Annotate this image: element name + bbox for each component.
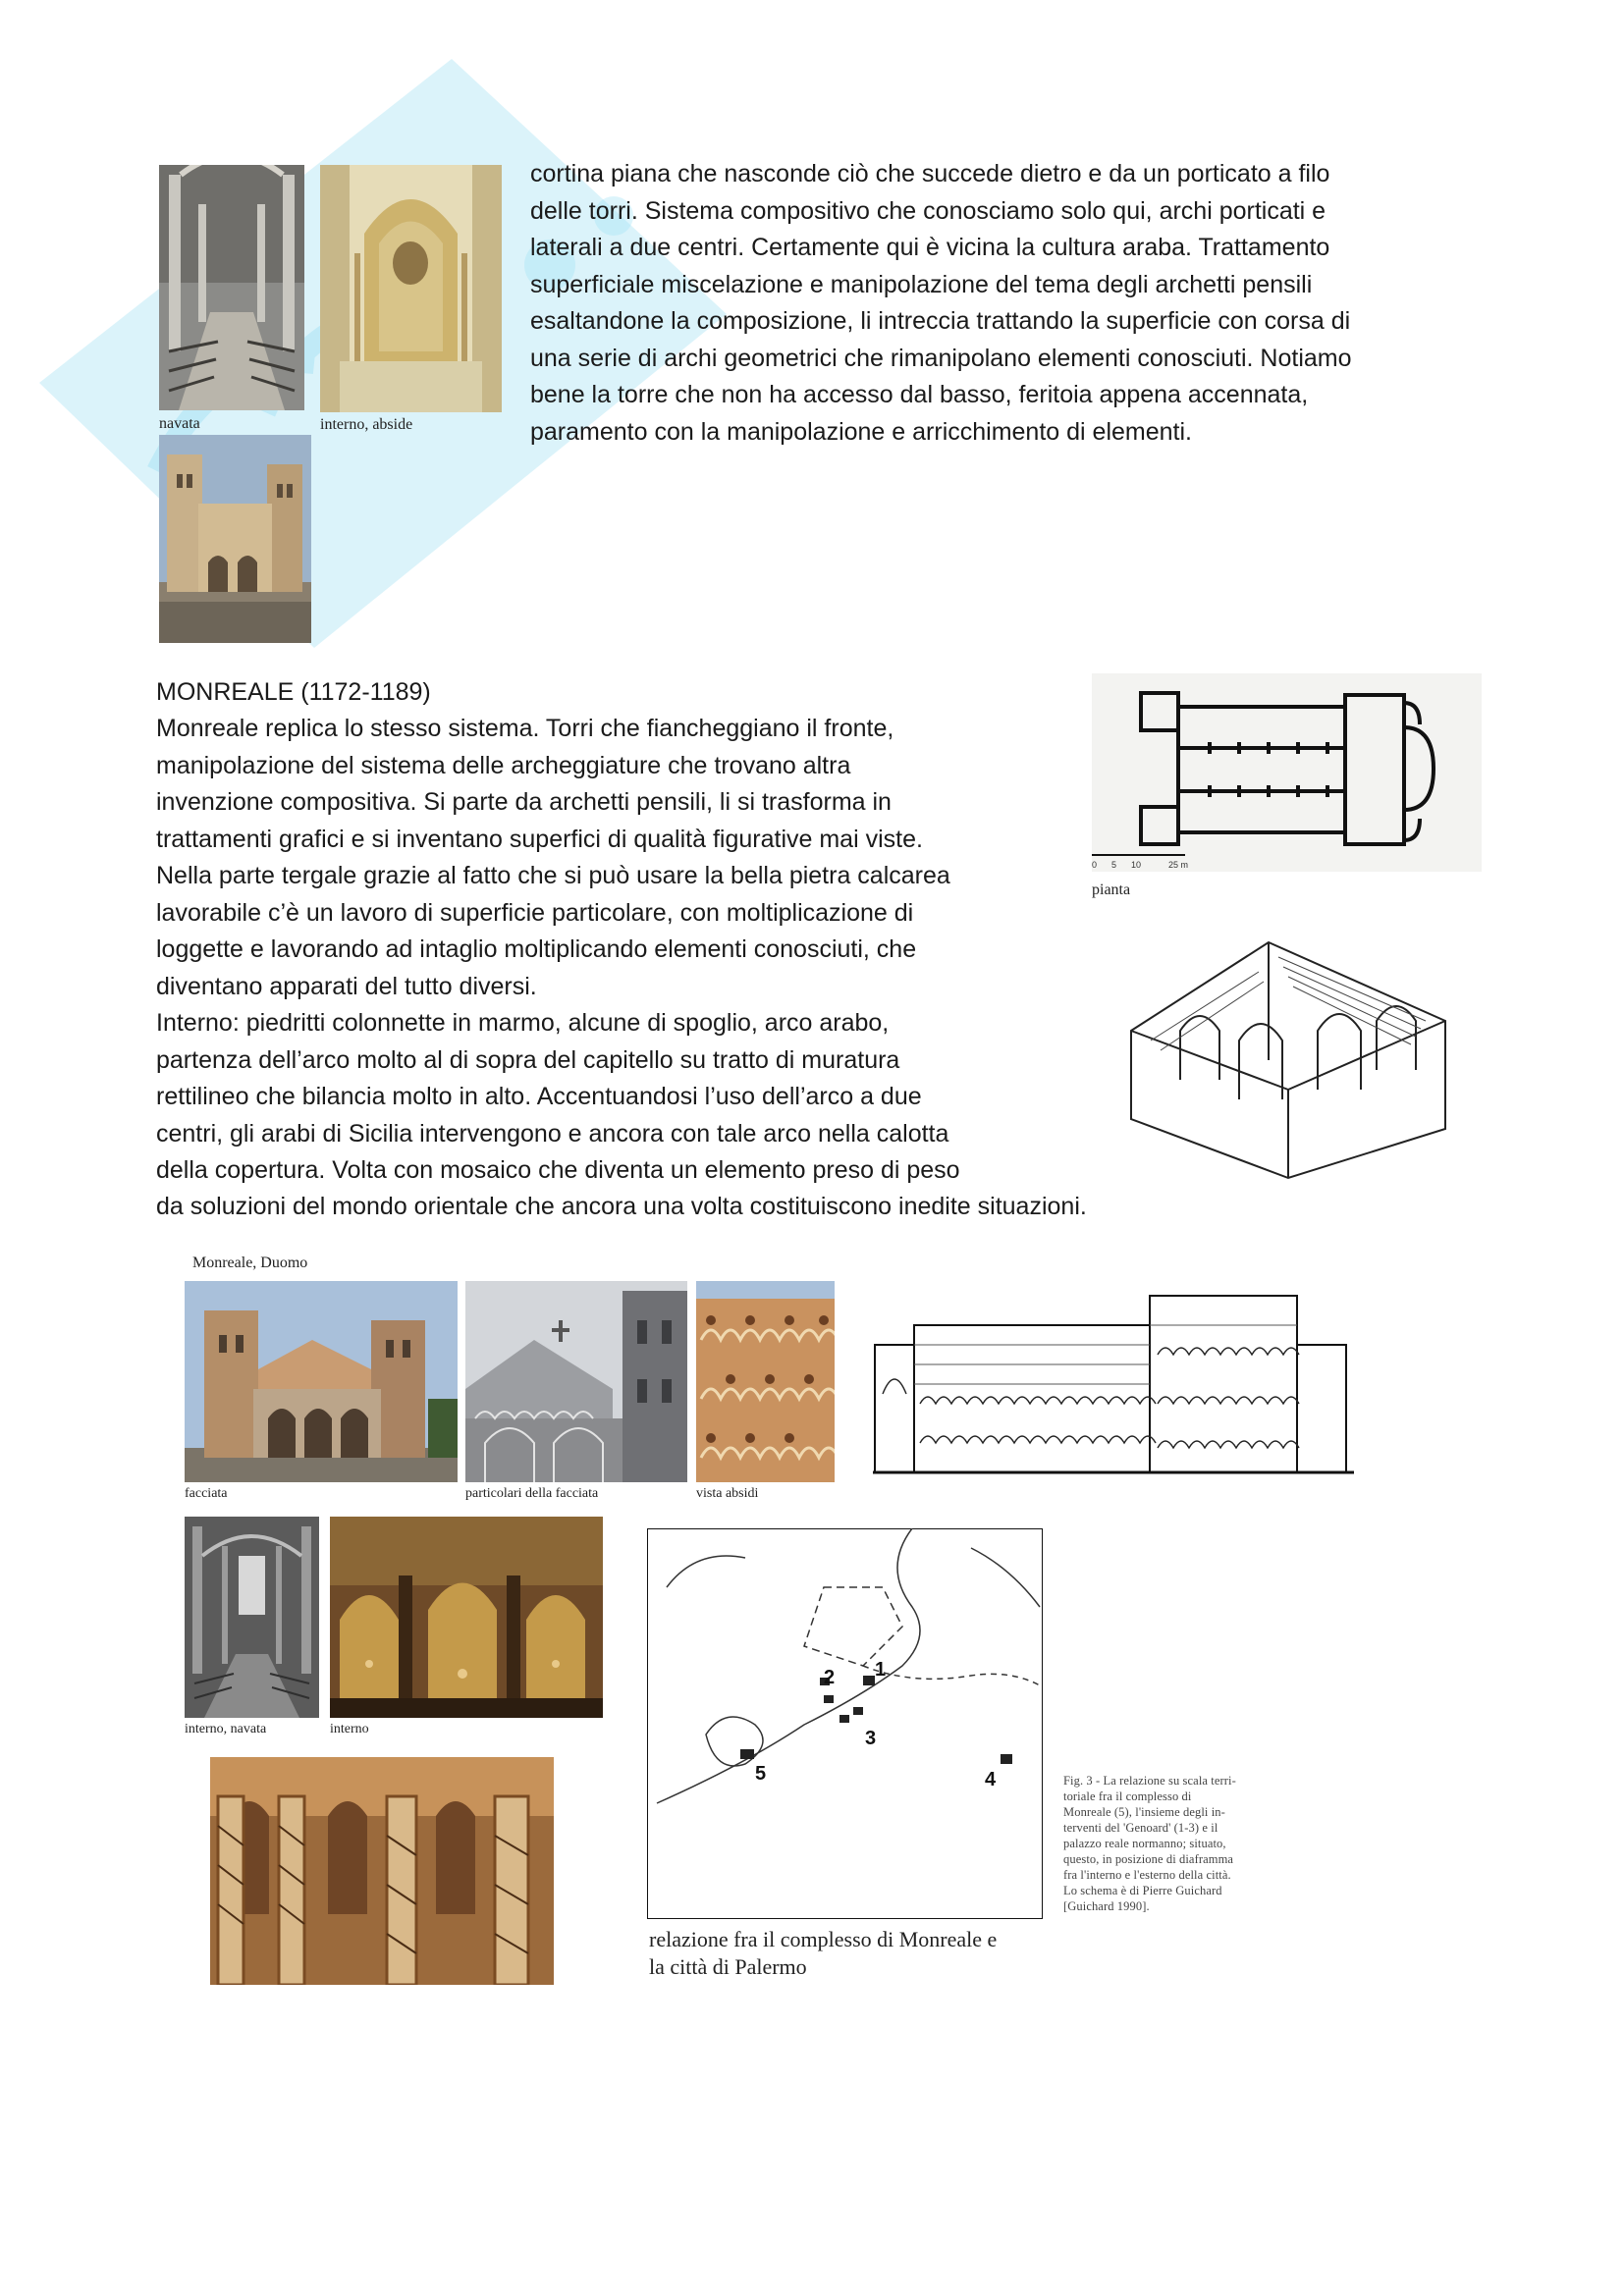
photo-interno-abside — [320, 165, 502, 412]
caption-navata: navata — [159, 415, 200, 429]
map-label-3: 3 — [865, 1728, 877, 1749]
scale-tick-25: 25 m — [1168, 860, 1189, 870]
caption-pianta: pianta — [1092, 881, 1131, 898]
caption-monreale-duomo: Monreale, Duomo — [192, 1255, 308, 1271]
drawing-assonometria — [1092, 913, 1483, 1183]
photo-chiostro — [210, 1757, 554, 1985]
drawing-pianta — [1092, 673, 1482, 872]
map-label-1: 1 — [875, 1659, 887, 1681]
drawing-prospetto-laterale — [873, 1286, 1354, 1482]
caption-interno-abside: interno, abside — [320, 416, 413, 433]
paragraph-monreale: Monreale replica lo stesso sistema. Torri che fiancheggiano il fronte, manipolazione del sistema delle archeggiature che trovano altra invenzione compositiva. Si parte da archetti pensili, li si trasforma in trattamenti grafici e si inventano superfici di qualità figurative mai viste. Nella parte tergale grazie al fatto che si può usare la bella pietra calcarea lavorabile c’è un lavoro di superficie particolare, con moltiplicazione di loggette e lavorando ad intaglio moltiplicando elementi conosciuti, che diventano apparati del tutto diversi. Interno: piedritti colonnette in marmo, alcune di spoglio, arco arabo, partenza dell’arco molto al di sopra del capitello su tratto di muratura rettilineo che bilancia molto in alto. Accentuandosi l’uso dell’arco a due centri, gli arabi di Sicilia intervengono e ancora con tale arco nella calotta della copertura. Volta con mosaico che diventa un elemento preso di peso — [156, 715, 960, 1184]
photo-navata — [159, 165, 304, 410]
photo-facciata-torri — [159, 435, 311, 643]
caption-interno: interno — [330, 1722, 369, 1736]
map-label-2: 2 — [824, 1667, 836, 1688]
monreale-heading: MONREALE (1172-1189) — [156, 678, 431, 706]
caption-fig3: Fig. 3 - La relazione su scala terri- toriale fra il complesso di Monreale (5), l'insieme degli in- terventi del 'Genoard' (1-3) e il palazzo reale normanno; situato, questo, in posizione di diaframma fra l'interno e l'esterno della città. Lo schema è di Pierre Guichard [Guichard 1990]. — [1063, 1774, 1236, 1913]
scale-tick-10: 10 — [1131, 860, 1142, 870]
photo-interno-navata — [185, 1517, 319, 1718]
paragraph-monreale-last-line: da soluzioni del mondo orientale che ancora una volta costituiscono inedite situazioni. — [156, 1193, 1087, 1220]
caption-relazione-monreale-palermo: relazione fra il complesso di Monreale e la città di Palermo — [649, 1927, 998, 1979]
map-monreale-palermo — [647, 1528, 1043, 1919]
scale-tick-0: 0 — [1092, 860, 1098, 870]
scale-tick-5: 5 — [1111, 860, 1117, 870]
photo-vista-absidi — [696, 1281, 835, 1482]
map-label-5: 5 — [755, 1763, 767, 1785]
photo-particolari-facciata — [465, 1281, 687, 1482]
caption-particolari-facciata: particolari della facciata — [465, 1486, 599, 1501]
caption-facciata: facciata — [185, 1486, 228, 1501]
map-label-4: 4 — [985, 1769, 997, 1790]
paragraph-intro: cortina piana che nasconde ciò che succede dietro e da un porticato a filo delle torri. Sistema compositivo che conosciamo solo qui, archi porticati e laterali a due centri. Certamente qui è vicina la cultura araba. Trattamento superficiale miscelazione e manipolazione del tema degli archetti pensili esaltandone la composizione, li intreccia trattando la superficie con corsa di una serie di archi geometrici che rimanipolano elementi conosciuti. Notiamo bene la torre che non ha accesso dal basso, feritoia appena accennata, paramento con la manipolazione e arricchimento di elementi. — [530, 160, 1352, 446]
photo-facciata — [185, 1281, 458, 1482]
caption-interno-navata: interno, navata — [185, 1722, 267, 1736]
photo-interno-mosaici — [330, 1517, 603, 1718]
caption-vista-absidi: vista absidi — [696, 1486, 759, 1501]
